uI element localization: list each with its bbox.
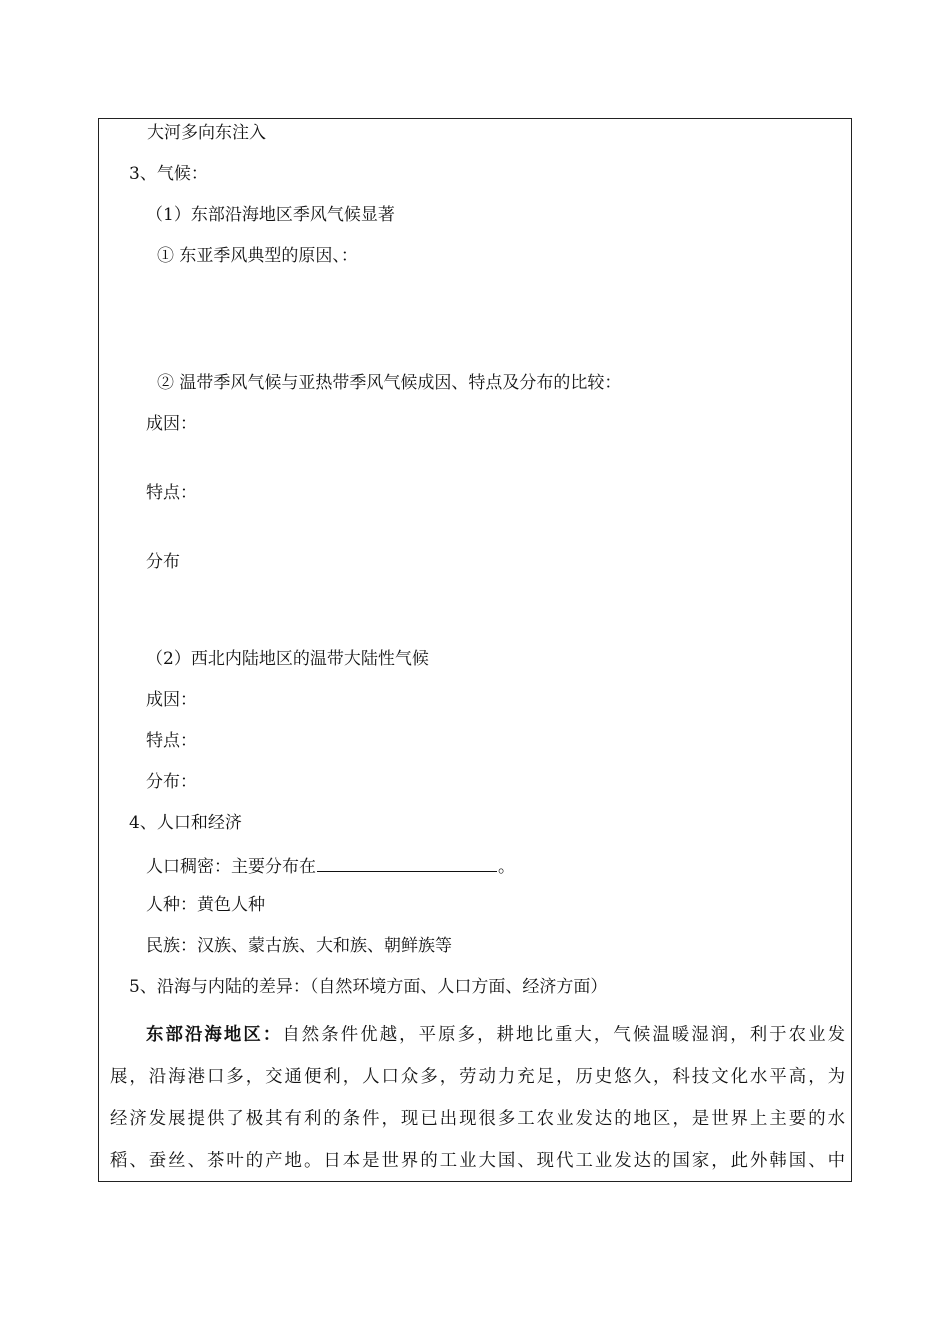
text-race: 人种：黄色人种 <box>146 895 265 915</box>
label-features-2: 特点： <box>146 731 197 751</box>
population-density-label: 人口稠密：主要分布在 <box>146 857 316 877</box>
item-monsoon-comparison: ② 温带季风气候与亚热带季风气候成因、特点及分布的比较： <box>157 373 622 393</box>
label-cause-1: 成因： <box>146 414 197 434</box>
paragraph-bold-lead: 东部沿海地区： <box>146 1025 283 1045</box>
heading-coast-inland-difference: 5、沿海与内陆的差异：（自然环境方面、人口方面、经济方面） <box>129 977 608 997</box>
paragraph-line-4: 稻、蚕丝、茶叶的产地。日本是世界的工业大国、现代工业发达的国家，此外韩国、中 <box>110 1151 845 1171</box>
item-monsoon-reasons: ① 东亚季风典型的原因、： <box>157 246 358 266</box>
paragraph-line-2: 展，沿海港口多，交通便利，人口众多，劳动力充足，历史悠久，科技文化水平高，为 <box>110 1067 845 1087</box>
paragraph-east-coast <box>110 1014 845 1182</box>
text-rivers-east: 大河多向东注入 <box>147 123 266 143</box>
paragraph-line-1-text: 自然条件优越，平原多，耕地比重大，气候温暖湿润，利于农业发 <box>282 1025 845 1045</box>
heading-population-economy: 4、人口和经济 <box>129 813 242 833</box>
label-features-1: 特点： <box>146 483 197 503</box>
label-distribution-2: 分布： <box>146 772 197 792</box>
paragraph-line-3: 经济发展提供了极其有利的条件，现已出现很多工农业发达的地区，是世界上主要的水 <box>110 1109 845 1129</box>
paragraph-line-1 <box>110 1014 845 1056</box>
text-ethnic-groups: 民族：汉族、蒙古族、大和族、朝鲜族等 <box>146 936 452 956</box>
population-density-end: 。 <box>498 857 515 877</box>
label-distribution-1: 分布 <box>146 552 180 572</box>
label-cause-2: 成因： <box>146 690 197 710</box>
text-population-density <box>146 853 515 878</box>
heading-climate: 3、气候： <box>129 164 208 184</box>
subheading-east-monsoon: （1）东部沿海地区季风气候显著 <box>146 205 395 225</box>
fill-in-blank[interactable] <box>317 853 497 872</box>
subheading-northwest-continental: （2）西北内陆地区的温带大陆性气候 <box>146 649 429 669</box>
